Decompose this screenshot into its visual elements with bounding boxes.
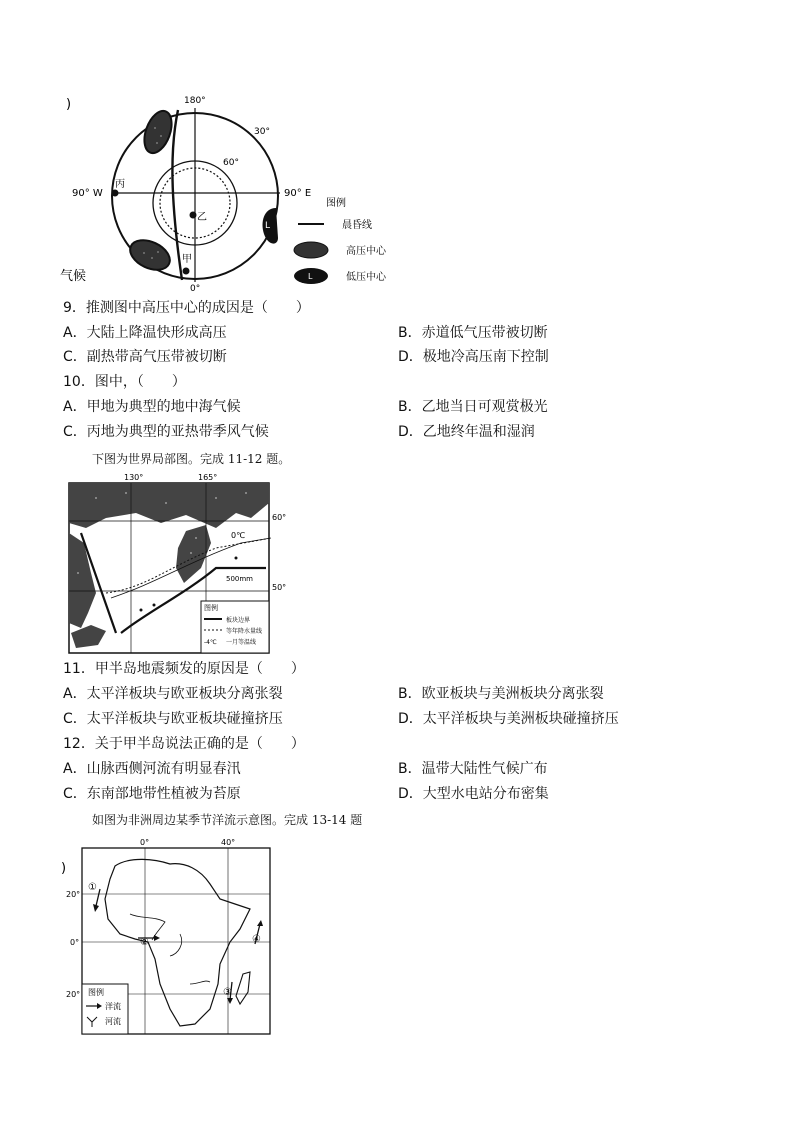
q12-option-a[interactable]: A．山脉西侧河流有明显春汛 [63, 761, 241, 777]
q9-option-d[interactable]: D．极地冷高压南下控制 [398, 349, 549, 365]
label-jia: 甲 [182, 254, 192, 265]
point-jia [183, 268, 190, 275]
legend-title: 图例 [204, 604, 218, 612]
fragment-top-left: ) [66, 97, 72, 112]
figure-regional-map [66, 473, 296, 655]
fragment-fig3: ) [61, 861, 67, 876]
legend-plate-label: 板块边界 [226, 617, 251, 624]
q10-option-c[interactable]: C．丙地为典型的亚热带季风气候 [63, 424, 269, 440]
point-bing [112, 190, 119, 197]
label-500mm: 500mm [226, 575, 253, 583]
label-0c: 0℃ [231, 531, 246, 540]
legend-title: 图例 [88, 988, 104, 997]
legend-terminator-label: 晨昏线 [342, 220, 372, 231]
legend-river-label: 河流 [105, 1017, 121, 1026]
label-lat-0: 0° [70, 938, 80, 947]
high-pressure-center [125, 234, 174, 275]
label-lat-20n: 20° [66, 890, 81, 899]
legend-title: 图例 [326, 198, 346, 209]
point-yi [190, 212, 197, 219]
regional-map-legend [201, 601, 269, 653]
label-180: 180° [184, 96, 206, 106]
regional-map-svg [66, 473, 296, 655]
low-pressure-label: L [265, 221, 271, 231]
q9-option-b[interactable]: B．赤道低气压带被切断 [398, 325, 548, 341]
q10-option-a[interactable]: A．甲地为典型的地中海气候 [63, 399, 241, 415]
q12-stem: 12．关于甲半岛说法正确的是（ ） [63, 736, 305, 752]
q10-option-b[interactable]: B．乙地当日可观赏极光 [398, 399, 548, 415]
label-current-4: ④ [252, 934, 261, 945]
label-50n: 50° [272, 583, 287, 592]
q12-option-c[interactable]: C．东南部地带性植被为苔原 [63, 786, 241, 802]
africa-map-legend [82, 984, 128, 1034]
label-current-1: ① [88, 882, 97, 893]
africa-map-svg [60, 834, 280, 1039]
q11-option-d[interactable]: D．太平洋板块与美洲板块碰撞挤压 [398, 711, 619, 727]
q11-stem: 11．甲半岛地震频发的原因是（ ） [63, 661, 305, 677]
legend-current-label: 洋流 [105, 1002, 121, 1011]
legend-high-symbol [294, 242, 328, 258]
label-130: 130° [124, 473, 144, 482]
intro-11-12: 下图为世界局部图。完成 11-12 题。 [92, 452, 291, 466]
label-165: 165° [198, 473, 218, 482]
label-30: 30° [254, 127, 270, 137]
legend-iso-label: 一月等温线 [226, 639, 257, 646]
label-current-3: ③ [223, 987, 232, 998]
label-lon-0: 0° [140, 838, 150, 847]
terminator-line [172, 110, 182, 280]
polar-map-legend [294, 196, 387, 284]
label-90e: 90° E [284, 188, 312, 199]
label-current-2: ② [140, 937, 149, 948]
q9-stem: 9．推测图中高压中心的成因是（ ） [63, 300, 310, 316]
label-60n: 60° [272, 513, 287, 522]
intro-13-14: 如图为非洲周边某季节洋流示意图。完成 13-14 题 [92, 813, 363, 827]
legend-low-label: 低压中心 [346, 272, 386, 283]
legend-high-label: 高压中心 [346, 246, 386, 257]
q12-option-b[interactable]: B．温带大陆性气候广布 [398, 761, 548, 777]
q11-option-b[interactable]: B．欧亚板块与美洲板块分离张裂 [398, 686, 604, 702]
q10-stem: 10．图中，（ ） [63, 374, 186, 390]
legend-precip-label: 等年降水量线 [226, 628, 263, 635]
high-pressure-center [139, 107, 177, 157]
fragment-bottom-left: 气候 [60, 269, 87, 284]
q9-option-a[interactable]: A．大陆上降温快形成高压 [63, 325, 227, 341]
legend-low-symbol-text: L [308, 272, 313, 281]
figure-africa-currents [60, 834, 280, 1039]
polar-map-svg [60, 88, 400, 293]
label-lon-40: 40° [221, 838, 236, 847]
q11-option-a[interactable]: A．太平洋板块与欧亚板块分离张裂 [63, 686, 283, 702]
label-yi: 乙 [197, 212, 207, 223]
label-lat-20s: 20° [66, 990, 81, 999]
label-60: 60° [223, 158, 239, 168]
q12-option-d[interactable]: D．大型水电站分布密集 [398, 786, 549, 802]
legend-iso-symbol: -4℃ [204, 639, 217, 646]
label-bing: 丙 [115, 179, 125, 190]
q11-option-c[interactable]: C．太平洋板块与欧亚板块碰撞挤压 [63, 711, 283, 727]
label-90w: 90° W [72, 188, 103, 199]
q9-option-c[interactable]: C．副热带高气压带被切断 [63, 349, 227, 365]
figure-polar-map [60, 88, 400, 293]
label-0: 0° [190, 284, 201, 293]
q10-option-d[interactable]: D．乙地终年温和湿润 [398, 424, 535, 440]
